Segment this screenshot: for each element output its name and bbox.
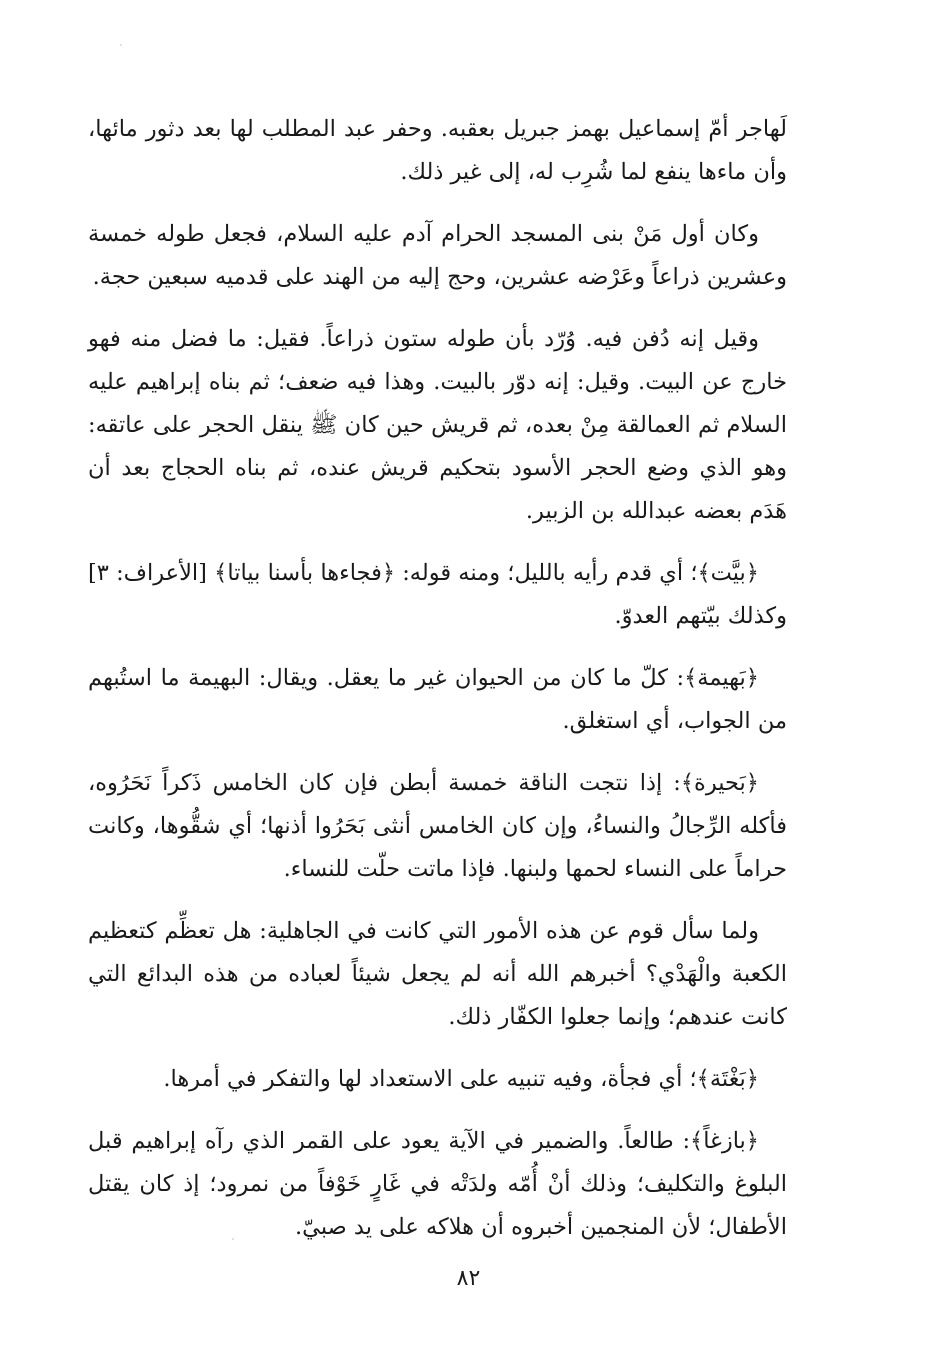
paragraph-9: ﴿بازغاً﴾: طالعاً. والضمير في الآية يعود على القمر الذي رآه إبراهيم قبل البلوغ والتكليف؛ وذلك أنْ أُمّه ولدَتْه في غَارٍ خَوْفاً من نمرود؛ إذ كان يقتل الأطفال؛ لأن المنجمين أخبروه أن هلاكه على يد صبيّ. [88,1128,787,1240]
paragraph-4: ﴿بيَّت﴾؛ أي قدم رأيه بالليل؛ ومنه قوله: ﴿فجاءها بأسنا بياتا﴾ [الأعراف: ٣] وكذلك بيّتهم العدوّ. [88,560,787,629]
paragraph-1: لَهاجر أمّ إسماعيل بهمز جبريل بعقبه. وحفر عبد المطلب لها بعد دثور مائها، وأن ماءها ينفع لما شُرِب له، إلى غير ذلك. [88,116,787,185]
paragraph-3: وقيل إنه دُفن فيه. وُرّد بأن طوله ستون ذراعاً. فقيل: ما فضل منه فهو خارج عن البيت. وقيل: إنه دوّر بالبيت. وهذا فيه ضعف؛ ثم بناه إبراهيم عليه السلام ثم العمالقة مِنْ بعده، ثم قريش حين كان ﷺ ينقل الحجر على عاتقه: وهو الذي وضع الحجر الأسود بتحكيم قريش عنده، ثم بناه الحجاج بعد أن هَدَم بعضه عبدالله بن الزبير. [88,326,787,524]
paragraph-6: ﴿بَحيرة﴾: إذا نتجت الناقة خمسة أبطن فإن كان الخامس ذَكراً نَحَرُوه، فأكله الرِّجالُ والنساءُ، وإن كان الخامس أنثى بَحَرُوا أذنها؛ أي شقُّوها، وكانت حراماً على النساء لحمها ولبنها. فإذا ماتت حلّت للنساء. [88,770,787,882]
page-number: ٨٢ [456,1266,481,1291]
paragraph-8: ﴿بَغْتَة﴾؛ أي فجأة، وفيه تنبيه على الاستعداد لها والتفكر في أمرها. [163,1066,759,1092]
scan-speck [120,44,122,46]
paragraph-7: ولما سأل قوم عن هذه الأمور التي كانت في الجاهلية: هل تعظِّم كتعظيم الكعبة والْهَدْي؟ أخبرهم الله أنه لم يجعل شيئاً لعباده من هذه البدائع التي كانت عندهم؛ وإنما جعلوا الكفّار ذلك. [88,918,787,1030]
paragraph-2: وكان أول مَنْ بنى المسجد الحرام آدم عليه السلام، فجعل طوله خمسة وعشرين ذراعاً وعَرْضه عشرين، وحج إليه من الهند على قدميه سبعين حجة. [88,221,787,290]
paragraph-5: ﴿بَهيمة﴾: كلّ ما كان من الحيوان غير ما يعقل. ويقال: البهيمة ما استُبهم من الجواب، أي استغلق. [88,665,787,734]
page-body [88,108,787,1268]
